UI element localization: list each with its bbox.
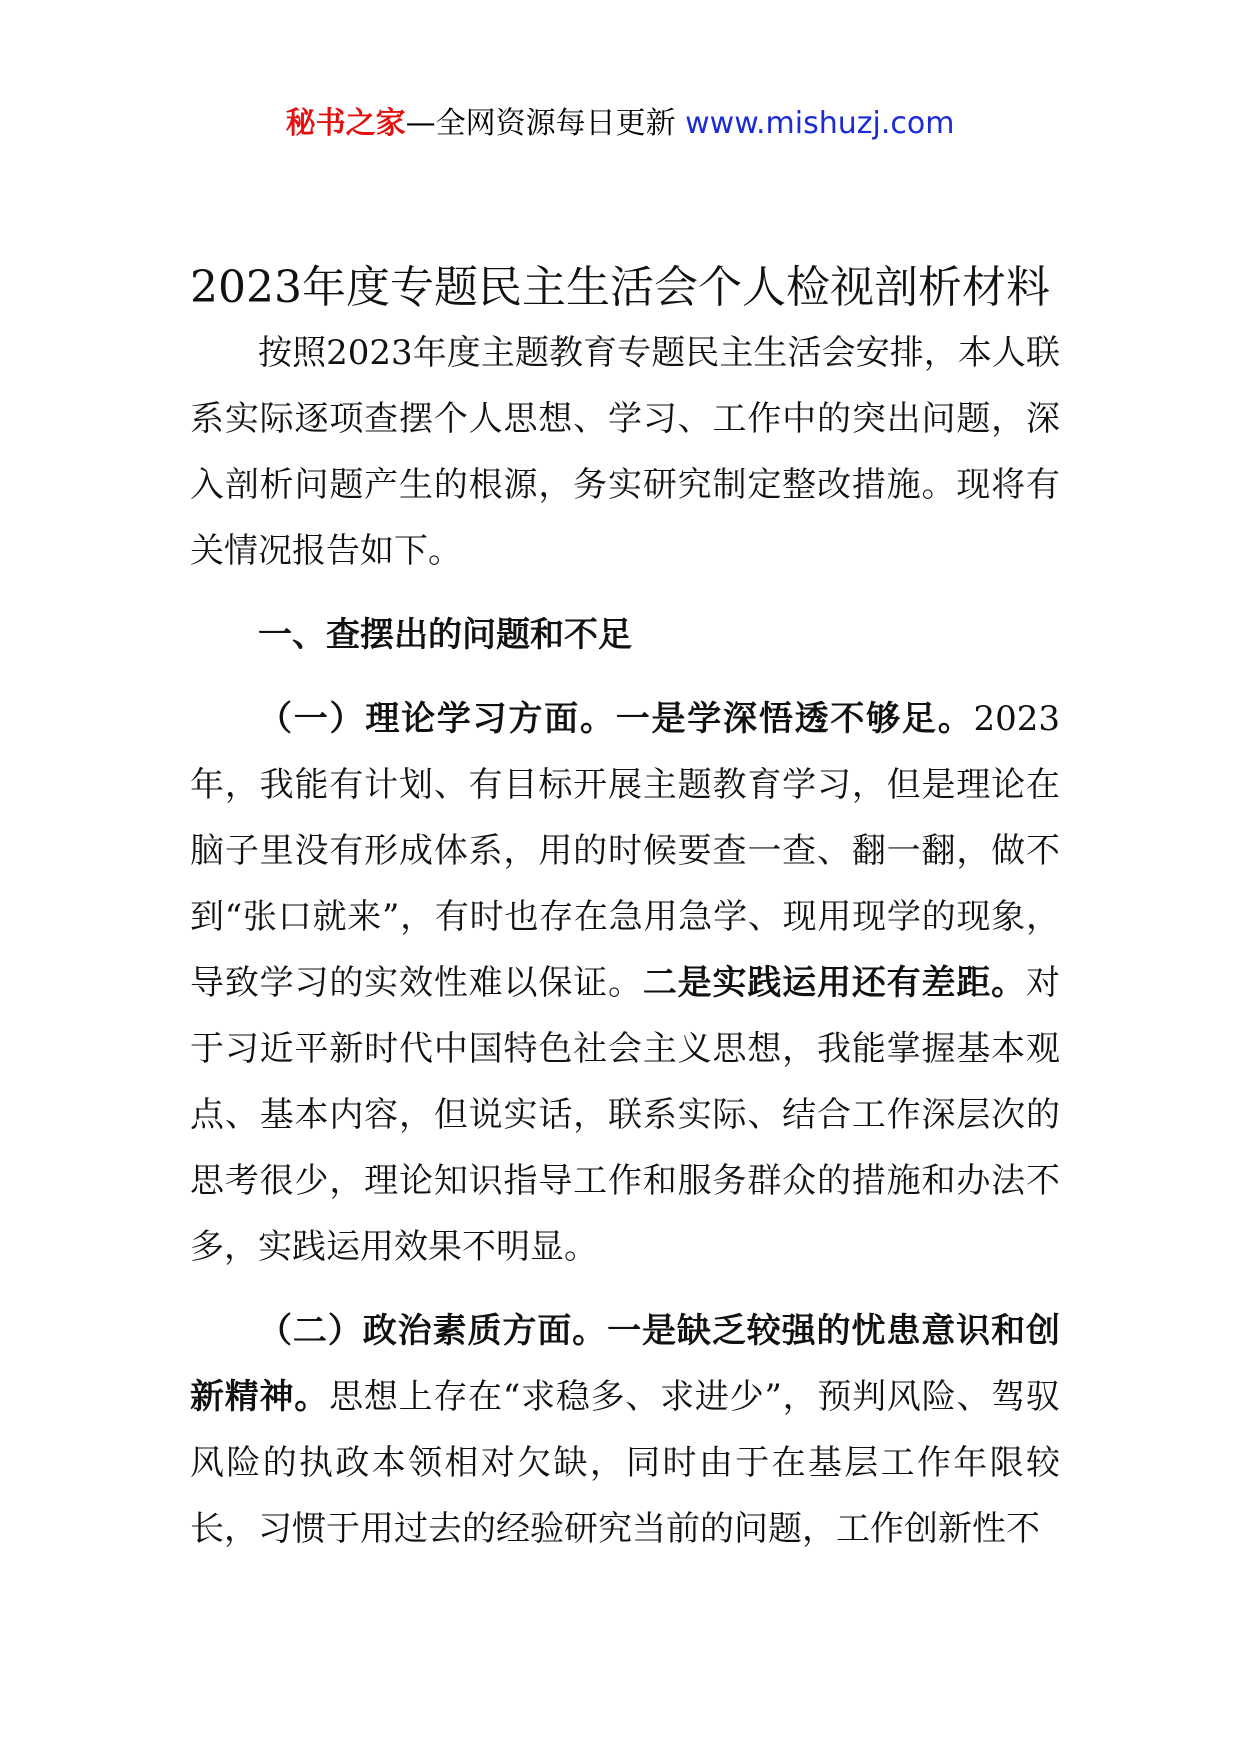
paragraph-text: 2023年，我能有计划、有目标开展主题教育学习，但是理论在脑子里没有形成体系，用的时候要查一查、翻一翻，做不到“张口就来”，有时也存在急用急学、现用现学的现象，导致学习的实效性难以保证。 [190, 699, 1060, 1003]
paragraph-text: 对于习近平新时代中国特色社会主义思想，我能掌握基本观点、基本内容，但说实话，联系实际、结合工作深层次的思考很少，理论知识指导工作和服务群众的措施和办法不多，实践运用效果不明显。 [190, 963, 1061, 1267]
document-title: 2023年度专题民主生活会个人检视剖析材料 [190, 262, 1050, 313]
site-banner [0, 104, 1240, 144]
banner-url[interactable]: www.mishuzj.com [685, 106, 955, 141]
paragraph-political-quality [190, 1298, 1060, 1562]
paragraph-subpoint: 二是实践运用还有差距。 [642, 963, 1027, 1003]
paragraph-text: 思想上存在“求稳多、求进少”，预判风险、驾驭风险的执政本领相对欠缺，同时由于在基层工作年限较长，习惯于用过去的经验研究当前的问题，工作创新性不 [190, 1377, 1060, 1549]
document-body [190, 320, 1060, 1562]
paragraph-lead: （二）政治素质方面。一是缺乏较强的忧患意识和创新精神。 [190, 1311, 1060, 1417]
section-heading: 一、查摆出的问题和不足 [258, 615, 632, 655]
paragraph-lead: （一）理论学习方面。一是学深悟透不够足。 [258, 699, 974, 739]
banner-brand: 秘书之家 [285, 106, 406, 141]
banner-tagline: —全网资源每日更新 [405, 106, 686, 141]
paragraph-theory-study [190, 686, 1060, 1280]
intro-paragraph: 按照2023年度主题教育专题民主生活会安排，本人联系实际逐项查摆个人思想、学习、工作中的突出问题，深入剖析问题产生的根源，务实研究制定整改措施。现将有关情况报告如下。 [190, 333, 1060, 571]
